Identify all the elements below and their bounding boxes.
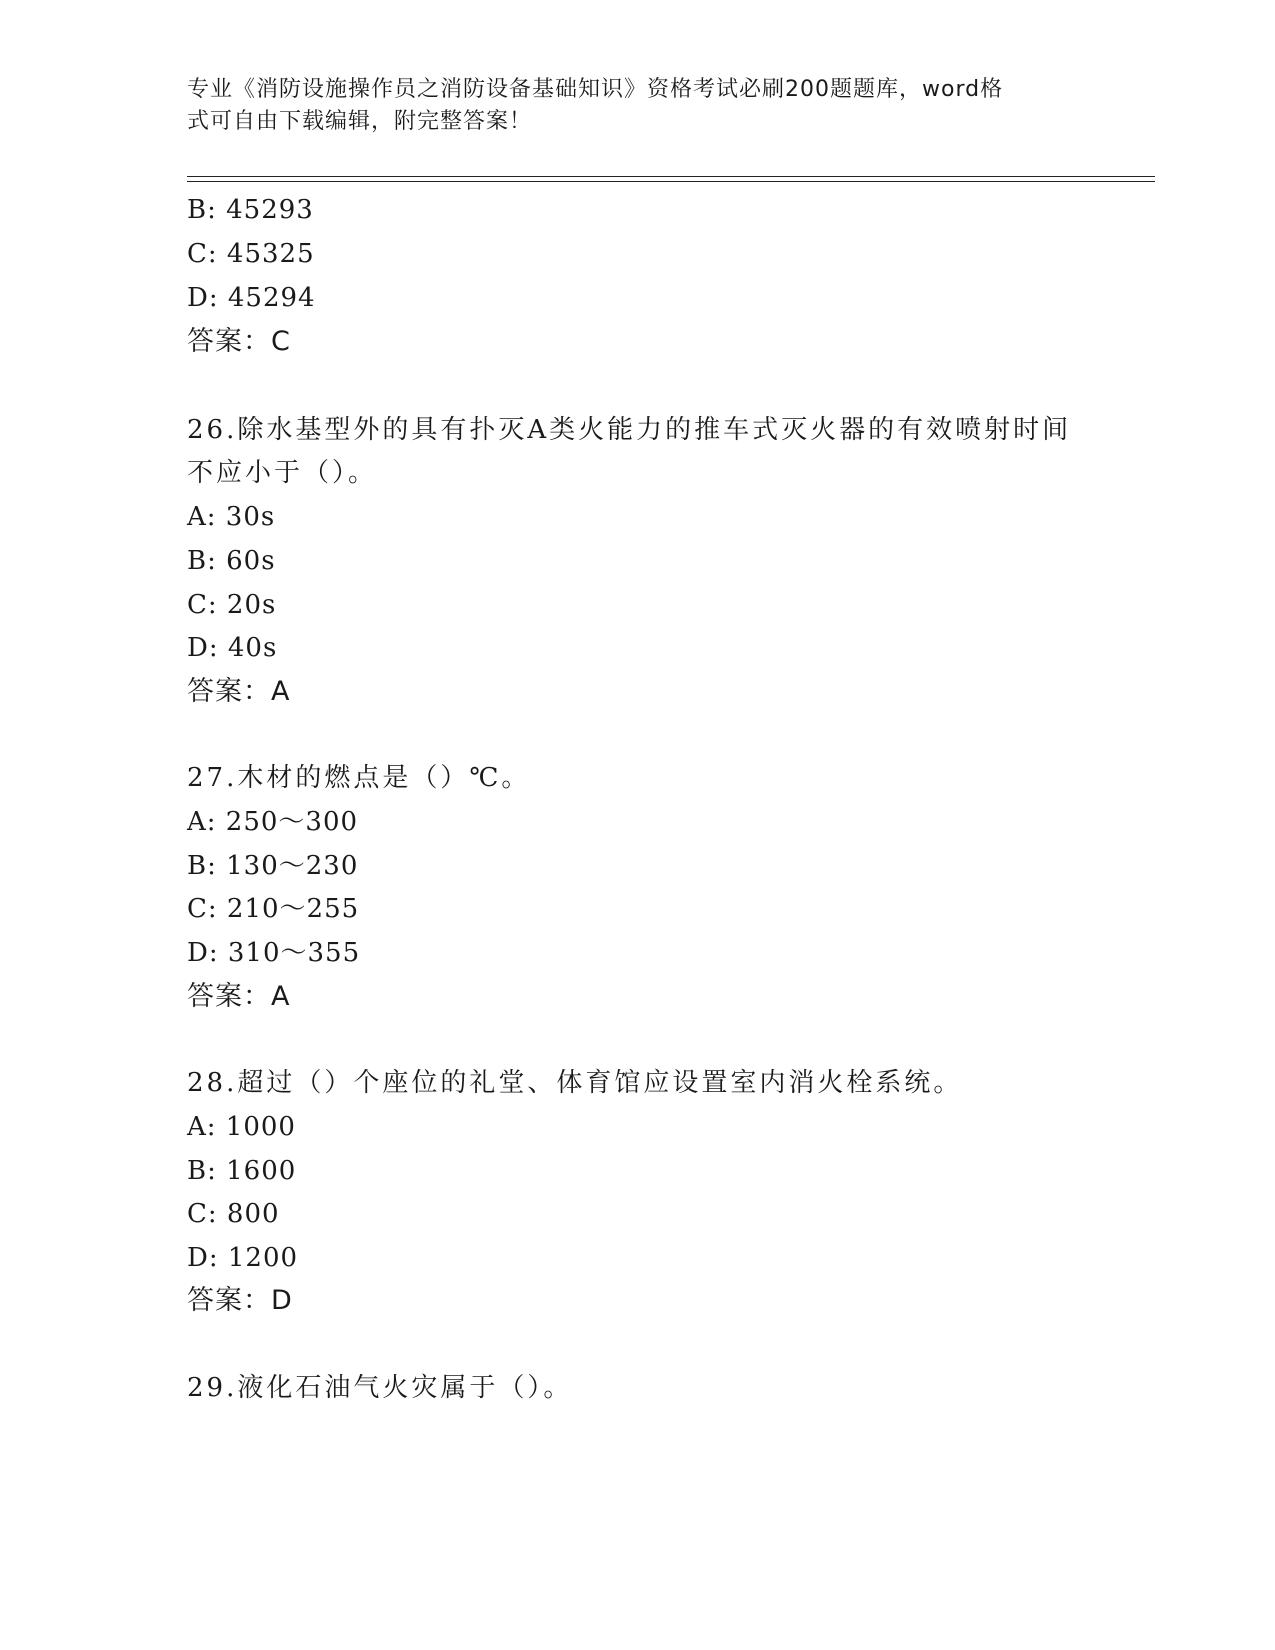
q26-option-b: B: 60s [187, 546, 276, 576]
q29-stem: 29.液化石油气火灾属于（）。 [187, 1373, 573, 1403]
q26-option-c: C: 20s [187, 590, 277, 620]
q25-option-b: B: 45293 [187, 195, 314, 225]
q27-option-c: C: 210～255 [187, 894, 360, 924]
q26-stem-line-2: 不应小于（）。 [187, 458, 378, 488]
q28-option-c: C: 800 [187, 1199, 280, 1229]
q27-stem: 27.木材的燃点是（）℃。 [187, 763, 531, 793]
q25-option-c: C: 45325 [187, 239, 315, 269]
q27-option-b: B: 130～230 [187, 851, 359, 881]
q28-answer: 答案：D [187, 1285, 293, 1316]
q26-answer: 答案：A [187, 676, 291, 707]
q26-stem-line-1: 26.除水基型外的具有扑灭A类火能力的推车式灭火器的有效喷射时间 [187, 415, 1072, 445]
q27-answer: 答案：A [187, 981, 291, 1012]
q28-stem: 28.超过（）个座位的礼堂、体育馆应设置室内消火栓系统。 [187, 1068, 963, 1098]
q28-option-d: D: 1200 [187, 1243, 299, 1273]
q25-option-d: D: 45294 [187, 283, 316, 313]
document-header [187, 74, 1067, 138]
q27-option-d: D: 310～355 [187, 938, 361, 968]
q26-option-d: D: 40s [187, 633, 278, 663]
q28-option-a: A: 1000 [187, 1112, 296, 1142]
header-divider-top [187, 176, 1155, 177]
header-title-line-2: 式可自由下载编辑，附完整答案！ [187, 109, 533, 134]
q27-option-a: A: 250～300 [187, 807, 359, 837]
header-title-line-1: 专业《消防设施操作员之消防设备基础知识》资格考试必刷200题题库，word格 [187, 77, 1004, 102]
q25-answer: 答案：C [187, 326, 291, 357]
q28-option-b: B: 1600 [187, 1156, 297, 1186]
header-divider-bottom [187, 181, 1155, 182]
q26-option-a: A: 30s [187, 502, 276, 532]
